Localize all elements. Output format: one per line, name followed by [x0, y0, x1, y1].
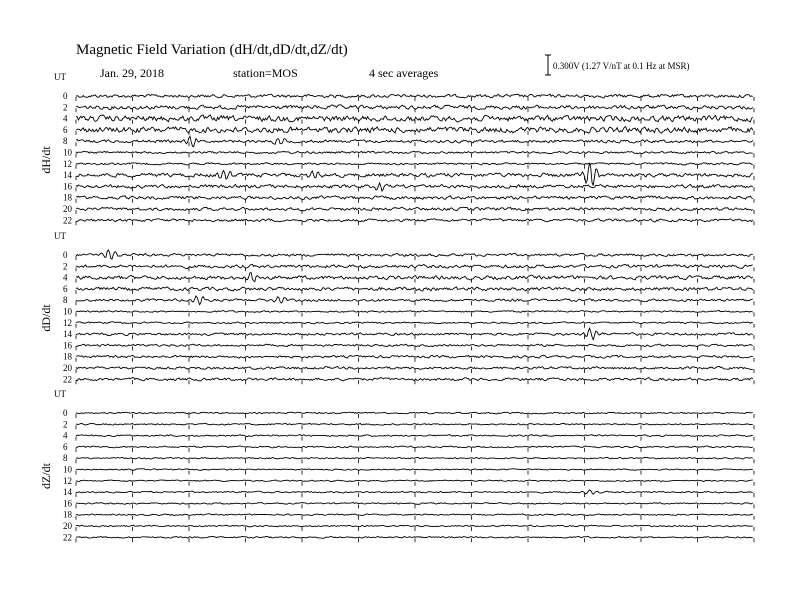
trace-line — [76, 94, 753, 98]
panel-0 — [39, 72, 754, 225]
trace-line — [76, 183, 753, 191]
trace-line — [76, 151, 753, 154]
chart-title: Magnetic Field Variation (dH/dt,dD/dt,dZ/dt) — [76, 42, 348, 58]
panel-1 — [39, 231, 754, 384]
row-tick-label: 10 — [63, 147, 72, 158]
row-tick-label: 4 — [63, 113, 68, 124]
trace-line — [76, 105, 753, 110]
trace-line — [76, 344, 753, 347]
row-tick-label: 10 — [63, 306, 72, 317]
row-tick-label: 18 — [63, 509, 72, 520]
trace-line — [76, 503, 753, 505]
row-tick-label: 6 — [63, 441, 68, 452]
row-tick-label: 14 — [63, 487, 72, 498]
trace-line — [76, 196, 753, 200]
trace-line — [76, 127, 753, 134]
row-tick-label: 2 — [63, 261, 68, 272]
trace-line — [76, 480, 753, 482]
trace-line — [76, 378, 753, 381]
trace-line — [76, 355, 753, 358]
trace-line — [76, 264, 753, 268]
trace-line — [76, 457, 753, 459]
trace-line — [76, 296, 753, 305]
trace-line — [76, 207, 753, 211]
row-tick-label: 8 — [63, 136, 68, 147]
trace-line — [76, 490, 753, 494]
ut-label: UT — [54, 231, 66, 241]
trace-line — [76, 469, 753, 471]
row-tick-label: 6 — [63, 283, 68, 294]
row-tick-label: 22 — [63, 215, 72, 226]
row-tick-label: 6 — [63, 124, 68, 135]
row-tick-label: 20 — [63, 204, 72, 214]
date-label: Jan. 29, 2018 — [100, 66, 164, 80]
trace-line — [76, 525, 753, 527]
trace-line — [76, 322, 753, 324]
averaging-label: 4 sec averages — [369, 66, 439, 80]
trace-line — [76, 136, 753, 146]
scale-label: 0.300V (1.27 V/nT at 0.1 Hz at MSR) — [553, 61, 690, 71]
trace-line — [76, 446, 753, 448]
ut-label: UT — [54, 389, 66, 399]
trace-line — [76, 250, 753, 259]
trace-line — [76, 435, 753, 437]
trace-line — [76, 287, 753, 291]
trace-line — [76, 311, 753, 313]
row-tick-label: 22 — [63, 374, 72, 385]
scale-bar — [545, 55, 690, 75]
row-tick-label: 14 — [63, 329, 72, 340]
trace-line — [76, 366, 753, 369]
trace-line — [76, 115, 753, 122]
trace-line — [76, 423, 753, 425]
row-tick-label: 12 — [63, 317, 72, 328]
row-tick-label: 10 — [63, 464, 72, 475]
row-tick-label: 18 — [63, 351, 72, 362]
trace-line — [76, 163, 753, 186]
trace-line — [76, 219, 753, 222]
row-tick-label: 8 — [63, 453, 68, 464]
trace-line — [76, 536, 753, 538]
row-tick-label: 8 — [63, 295, 68, 306]
row-tick-label: 16 — [63, 340, 72, 351]
row-tick-label: 2 — [63, 419, 68, 430]
row-tick-label: 12 — [63, 475, 72, 486]
row-tick-label: 2 — [63, 102, 68, 113]
trace-line — [76, 163, 753, 165]
row-tick-label: 0 — [63, 250, 68, 260]
trace-line — [76, 412, 753, 414]
row-tick-label: 16 — [63, 181, 72, 192]
station-label: station=MOS — [233, 66, 298, 80]
row-tick-label: 12 — [63, 158, 72, 169]
component-label: dZ/dt — [39, 463, 53, 489]
trace-line — [76, 328, 753, 339]
component-label: dH/dt — [39, 146, 53, 174]
ut-label: UT — [54, 72, 66, 82]
panel-2 — [39, 389, 754, 542]
row-tick-label: 20 — [63, 363, 72, 373]
row-tick-label: 0 — [63, 91, 68, 101]
trace-line — [76, 273, 753, 282]
row-tick-label: 22 — [63, 532, 72, 543]
component-label: dD/dt — [39, 304, 53, 332]
row-tick-label: 0 — [63, 408, 68, 418]
row-tick-label: 20 — [63, 521, 72, 531]
trace-line — [76, 514, 753, 516]
row-tick-label: 18 — [63, 192, 72, 203]
row-tick-label: 4 — [63, 430, 68, 441]
row-tick-label: 16 — [63, 498, 72, 509]
row-tick-label: 14 — [63, 170, 72, 181]
row-tick-label: 4 — [63, 272, 68, 283]
panels-group — [39, 72, 754, 542]
